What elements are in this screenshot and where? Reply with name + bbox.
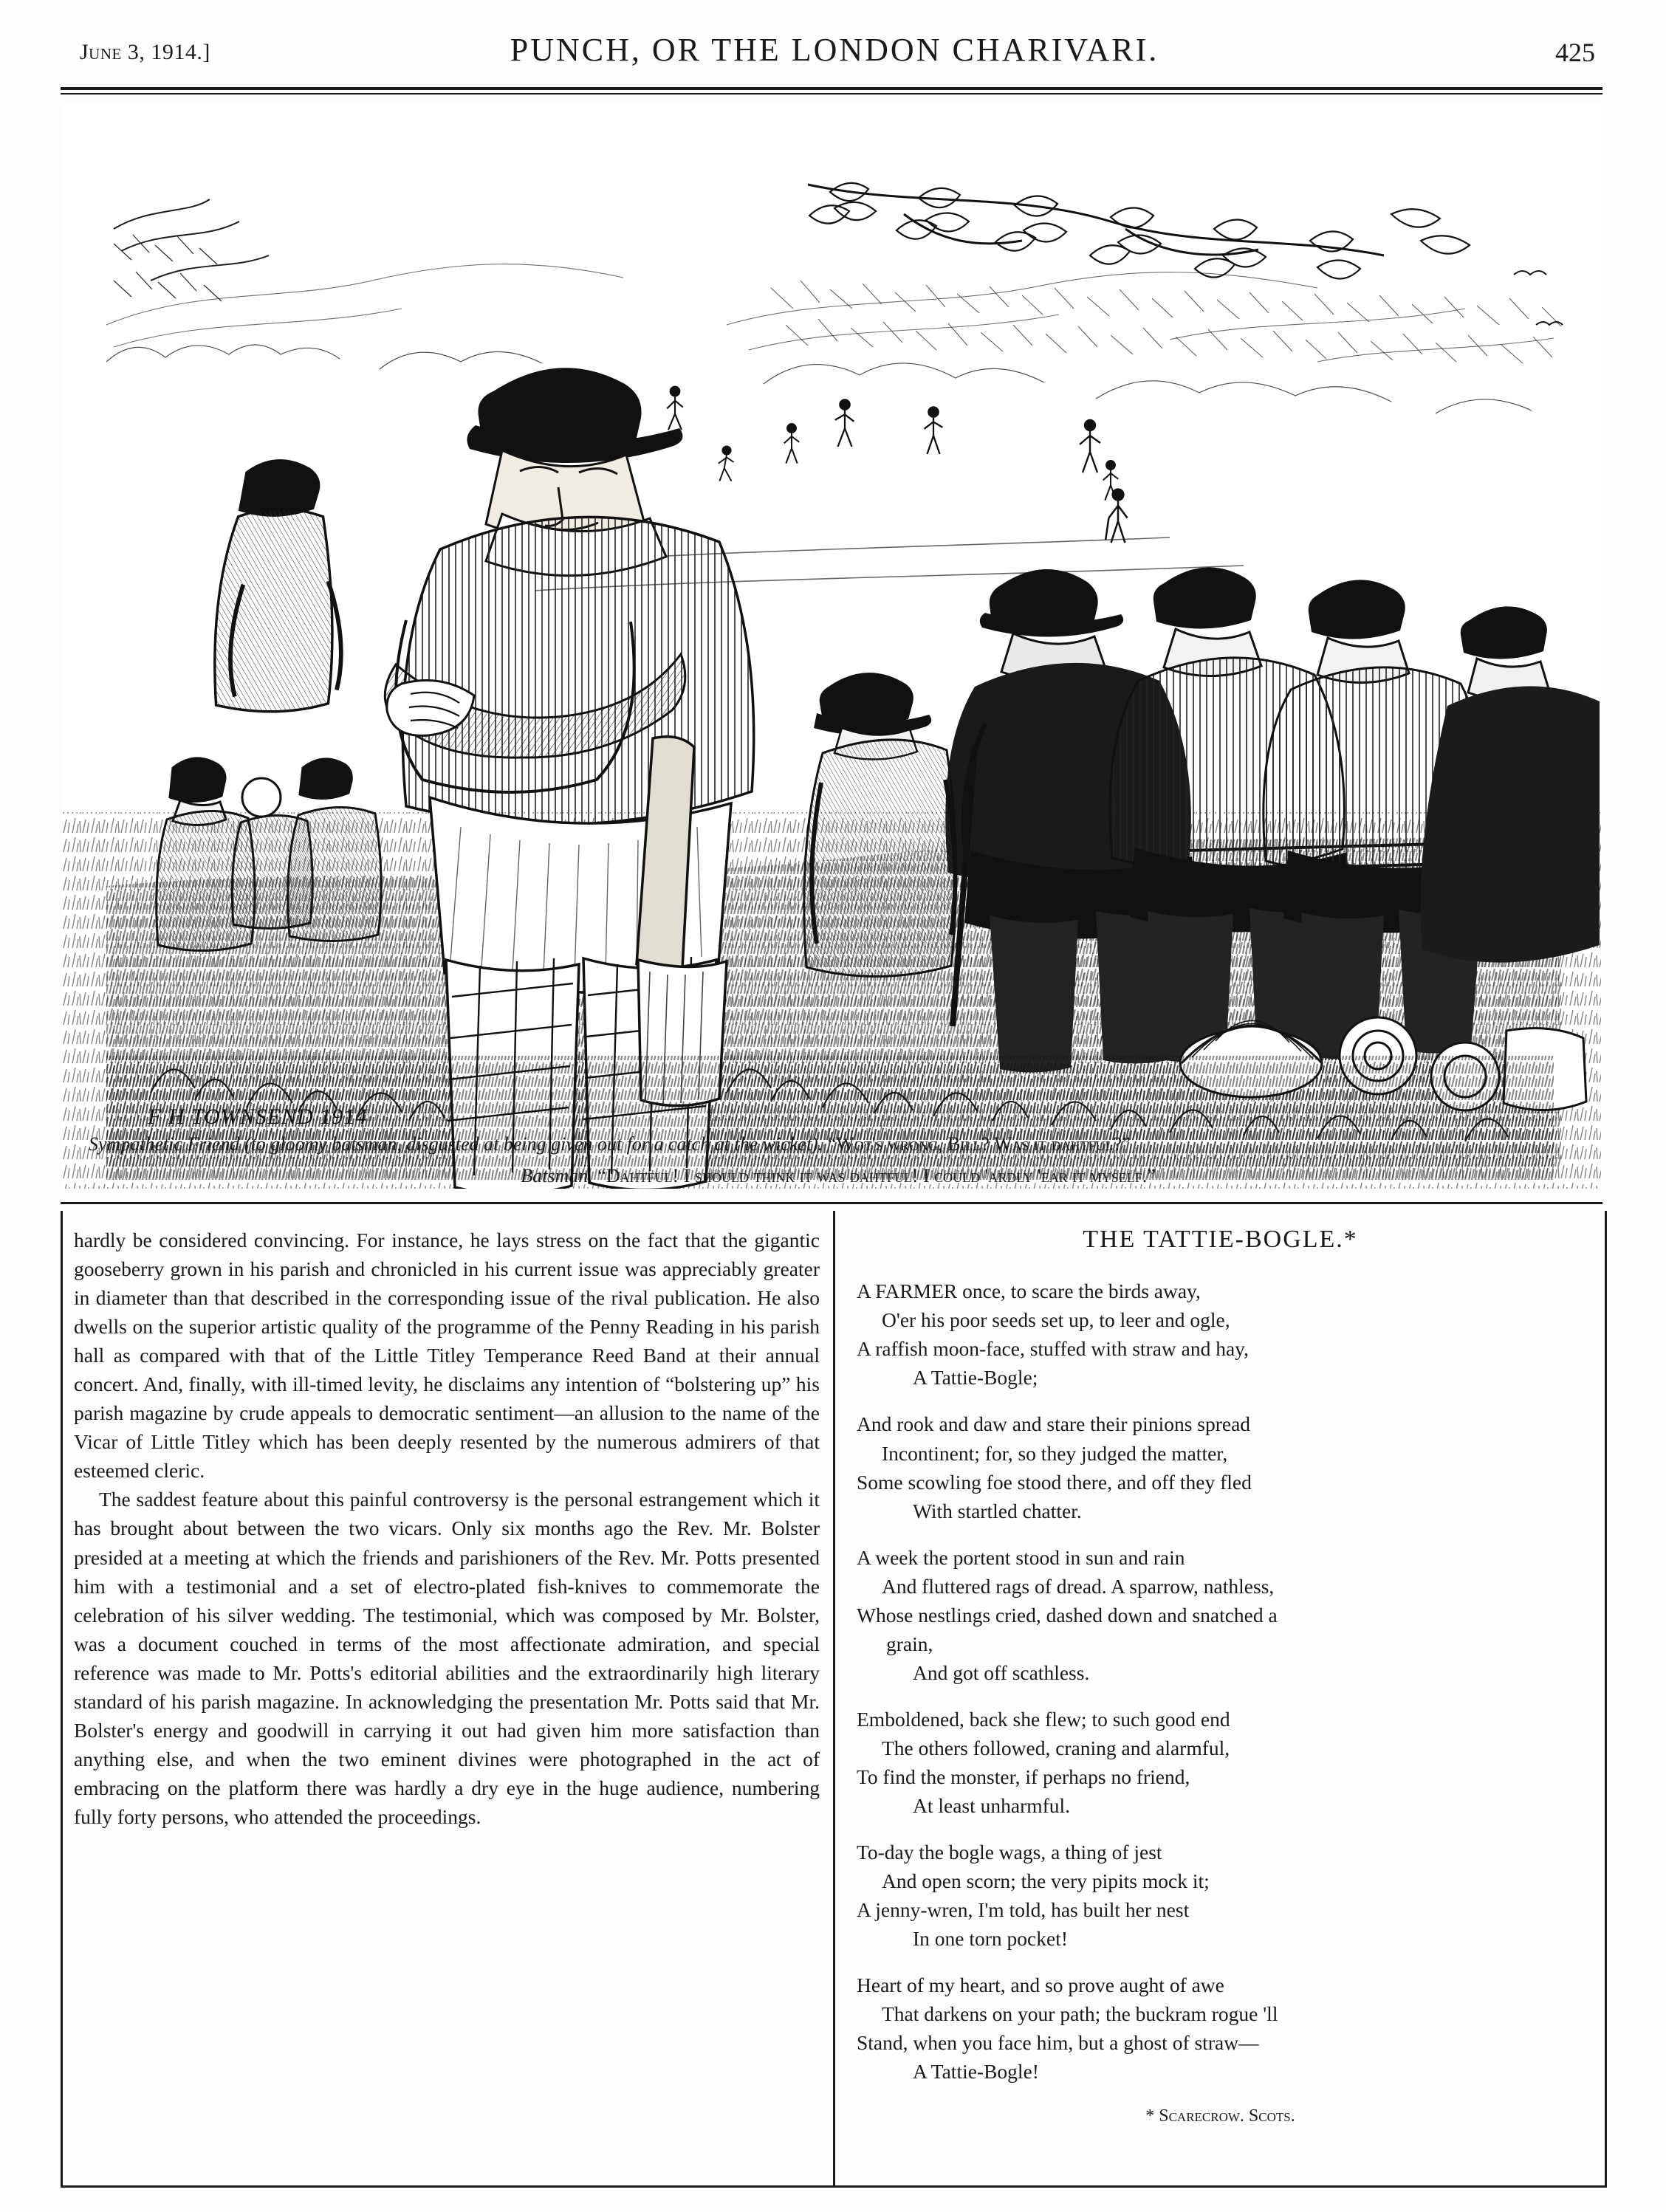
poem-line: And rook and daw and stare their pinions spread (857, 1412, 1251, 1436)
caption-rule (61, 1202, 1602, 1204)
poem-line: In one torn pocket! (913, 1927, 1068, 1951)
poem-stanza (857, 1971, 1584, 2086)
poem-line: With startled chatter. (913, 1499, 1082, 1522)
poem-line: O'er his poor seeds set up, to leer and ogle, (882, 1308, 1230, 1332)
page-number: 425 (1555, 38, 1595, 67)
caption-speech-2: “Dahtful! I should think it was dahtful! I could 'ardly 'ear it myself.” (597, 1165, 1156, 1186)
cartoon-illustration (62, 103, 1601, 1189)
poem-title: THE TATTIE-BOGLE.* (1083, 1226, 1358, 1253)
poem-line: Some scowling foe stood there, and off they fled (857, 1470, 1252, 1494)
poem-line: A Tattie-Bogle! (913, 2060, 1039, 2084)
caption-speaker-2: Batsman. (521, 1165, 593, 1186)
header-rule-thick (61, 87, 1602, 90)
poem-line: The others followed, craning and alarmful, (882, 1736, 1230, 1759)
poem-line: To-day the bogle wags, a thing of jest (857, 1841, 1162, 1864)
left-text-column (74, 1226, 820, 1831)
poem-column (857, 1222, 1584, 2129)
page-header (59, 30, 1610, 81)
poem-line: To find the monster, if perhaps no friend, (857, 1765, 1190, 1788)
poem-stanza (857, 1838, 1584, 1953)
poem-stanza (857, 1543, 1584, 1687)
caption-speaker-1: Sympathetic Friend (89, 1133, 240, 1155)
cartoon-caption (89, 1130, 1588, 1190)
column-divider (833, 1211, 835, 2185)
poem-stanza (857, 1409, 1584, 1525)
poem-line: And fluttered rags of dread. A sparrow, nathless, (882, 1574, 1275, 1598)
poem-line: And open scorn; the very pipits mock it; (882, 1869, 1210, 1893)
issue-date: June 3, 1914.] (80, 40, 210, 64)
poem-line: Whose nestlings cried, dashed down and snatched a (857, 1603, 1278, 1627)
poem-line: grain, (886, 1632, 933, 1655)
paragraph: hardly be considered convincing. For instance, he lays stress on the fact that the gigantic gooseberry grown in his parish and chronicled in his current issue was appreciably greater in diameter than that described in the corresponding issue of the rival publication. He also dwells on the superior artistic quality of the programme of the Penny Reading in his parish hall as compared with that of the Little Titley Temperance Reed Band at their annual concert. And, finally, with ill-timed levity, he disclaims any intention of “bolstering up” his parish magazine by crude appeals to democratic sentiment—an allusion to the name of the Vicar of Little Titley which has been deeply resented by the numerous admirers of that esteemed cleric. (74, 1229, 820, 1483)
caption-stage-direction: (to gloomy batsman, disgusted at being given out for a catch at the wicket). (244, 1133, 823, 1155)
poem-line: A FARMER once, to scare the birds away, (857, 1280, 1201, 1303)
poem-line: A jenny-wren, I'm told, has built her nest (857, 1898, 1190, 1922)
poem-line: A Tattie-Bogle; (913, 1366, 1038, 1390)
poem-stanza (857, 1705, 1584, 1820)
poem-line: A week the portent stood in sun and rain (857, 1545, 1185, 1569)
poem-line: Heart of my heart, and so prove aught of awe (857, 1974, 1224, 1997)
paragraph: The saddest feature about this painful controversy is the personal estrangement which it has brought about between the two vicars. Only six months ago the Rev. Mr. Bolster presided at a meeting at which the friends and parishioners of the Rev. Mr. Potts presented him with a testimonial and a set of electro-plated fish-knives to commemorate the celebration of his silver wedding. The testimonial, which was composed by Mr. Bolster, was a document couched in terms of the most affectionate admiration, and special reference was made to Mr. Potts's editorial abilities and the extraordinarily high literary standard of his parish magazine. In acknowledging the presentation Mr. Potts said that Mr. Bolster's energy and goodwill in carrying it out had given him more satisfaction than anything else, and when the two eminent divines were photographed in the act of embracing on the platform there was hardly a dry eye in the huge audience, numbering fully forty persons, who attended the proceedings. (74, 1488, 820, 1828)
svg-text:F H TOWNSEND 1914: F H TOWNSEND 1914 (148, 1105, 368, 1129)
poem-footnote: * Scarecrow. Scots. (1145, 2106, 1295, 2126)
poem-line: Stand, when you face him, but a ghost of straw— (857, 2031, 1259, 2055)
header-rule-thin (61, 93, 1602, 95)
poem-line: At least unharmful. (913, 1794, 1071, 1818)
poem-line: A raffish moon-face, stuffed with straw and hay, (857, 1337, 1250, 1361)
poem-line: And got off scathless. (913, 1660, 1090, 1684)
poem-line: Incontinent; for, so they judged the matter, (882, 1441, 1228, 1465)
caption-speech-1: “Wot's wrong, Bill? Was it dahtful?” (827, 1133, 1131, 1155)
poem-line: Emboldened, back she flew; to such good end (857, 1707, 1230, 1731)
poem-stanza (857, 1277, 1584, 1392)
publication-title: PUNCH, OR THE LONDON CHARIVARI. (510, 32, 1159, 68)
poem-line: That darkens on your path; the buckram rogue 'll (882, 2002, 1278, 2026)
